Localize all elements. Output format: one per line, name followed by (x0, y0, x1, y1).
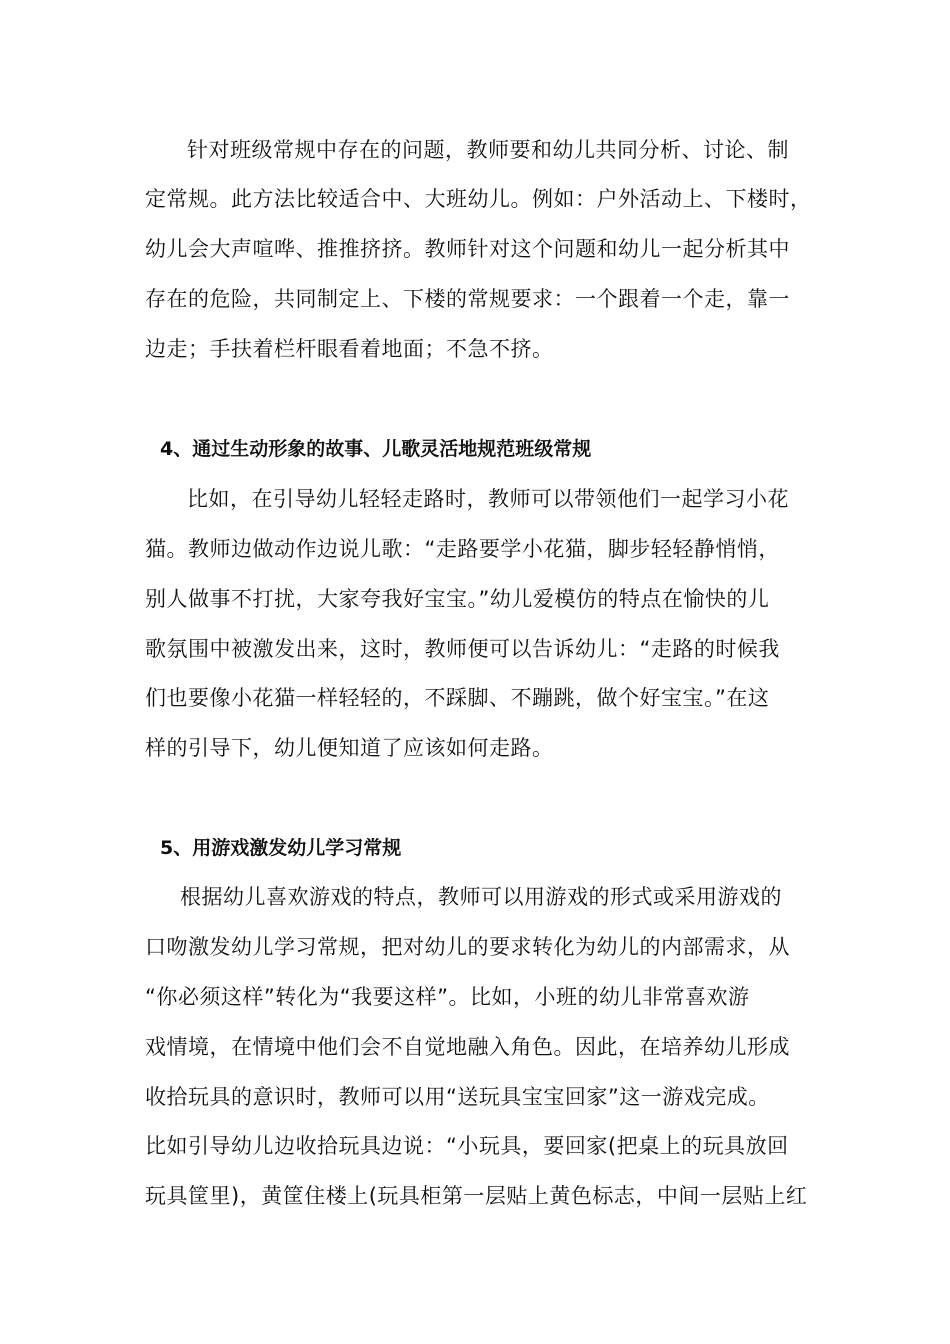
text-line: 针对班级常规中存在的问题，教师要和幼儿共同分析、讨论、制 (187, 138, 789, 162)
text-line: 收拾玩具的意识时，教师可以用“送玩具宝宝回家”这一游戏完成。 (145, 1085, 770, 1109)
text-line: 口吻激发幼儿学习常规，把对幼儿的要求转化为幼儿的内部需求，从 (145, 935, 790, 959)
text-line: 幼儿会大声喧哗、推推挤挤。教师针对这个问题和幼儿一起分析其中 (145, 237, 790, 261)
text-line: 比如，在引导幼儿轻轻走路时，教师可以带领他们一起学习小花 (187, 487, 789, 511)
text-line: 戏情境，在情境中他们会不自觉地融入角色。因此，在培养幼儿形成 (145, 1035, 790, 1059)
text-line: 样的引导下，幼儿便知道了应该如何走路。 (145, 736, 554, 760)
text-line: 歌氛围中被激发出来，这时，教师便可以告诉幼儿：“走路的时候我 (145, 637, 780, 661)
section-heading-5: 5、用游戏激发幼儿学习常规 (160, 837, 402, 859)
text-line: 别人做事不打扰，大家夸我好宝宝。”幼儿爱模仿的特点在愉快的儿 (145, 587, 770, 611)
text-line: 玩具筐里)，黄筐住楼上(玩具柜第一层贴上黄色标志，中间一层贴上红 (145, 1184, 808, 1208)
text-line: “你必须这样”转化为“我要这样”。比如，小班的幼儿非常喜欢游 (145, 985, 750, 1009)
section-heading-4: 4、通过生动形象的故事、儿歌灵活地规范班级常规 (160, 438, 592, 460)
text-line: 猫。教师边做动作边说儿歌：“走路要学小花猫，脚步轻轻静悄悄， (145, 537, 780, 561)
text-line: 比如引导幼儿边收拾玩具边说：“小玩具，要回家(把桌上的玩具放回 (145, 1134, 789, 1158)
text-line: 根据幼儿喜欢游戏的特点，教师可以用游戏的形式或采用游戏的 (180, 885, 782, 909)
text-line: 定常规。此方法比较适合中、大班幼儿。例如：户外活动上、下楼时， (145, 187, 812, 211)
text-line: 边走；手扶着栏杆眼看着地面；不急不挤。 (145, 337, 554, 361)
text-line: 们也要像小花猫一样轻轻的，不踩脚、不蹦跳，做个好宝宝。”在这 (145, 686, 770, 710)
text-line: 存在的危险，共同制定上、下楼的常规要求：一个跟着一个走，靠一 (145, 287, 790, 311)
